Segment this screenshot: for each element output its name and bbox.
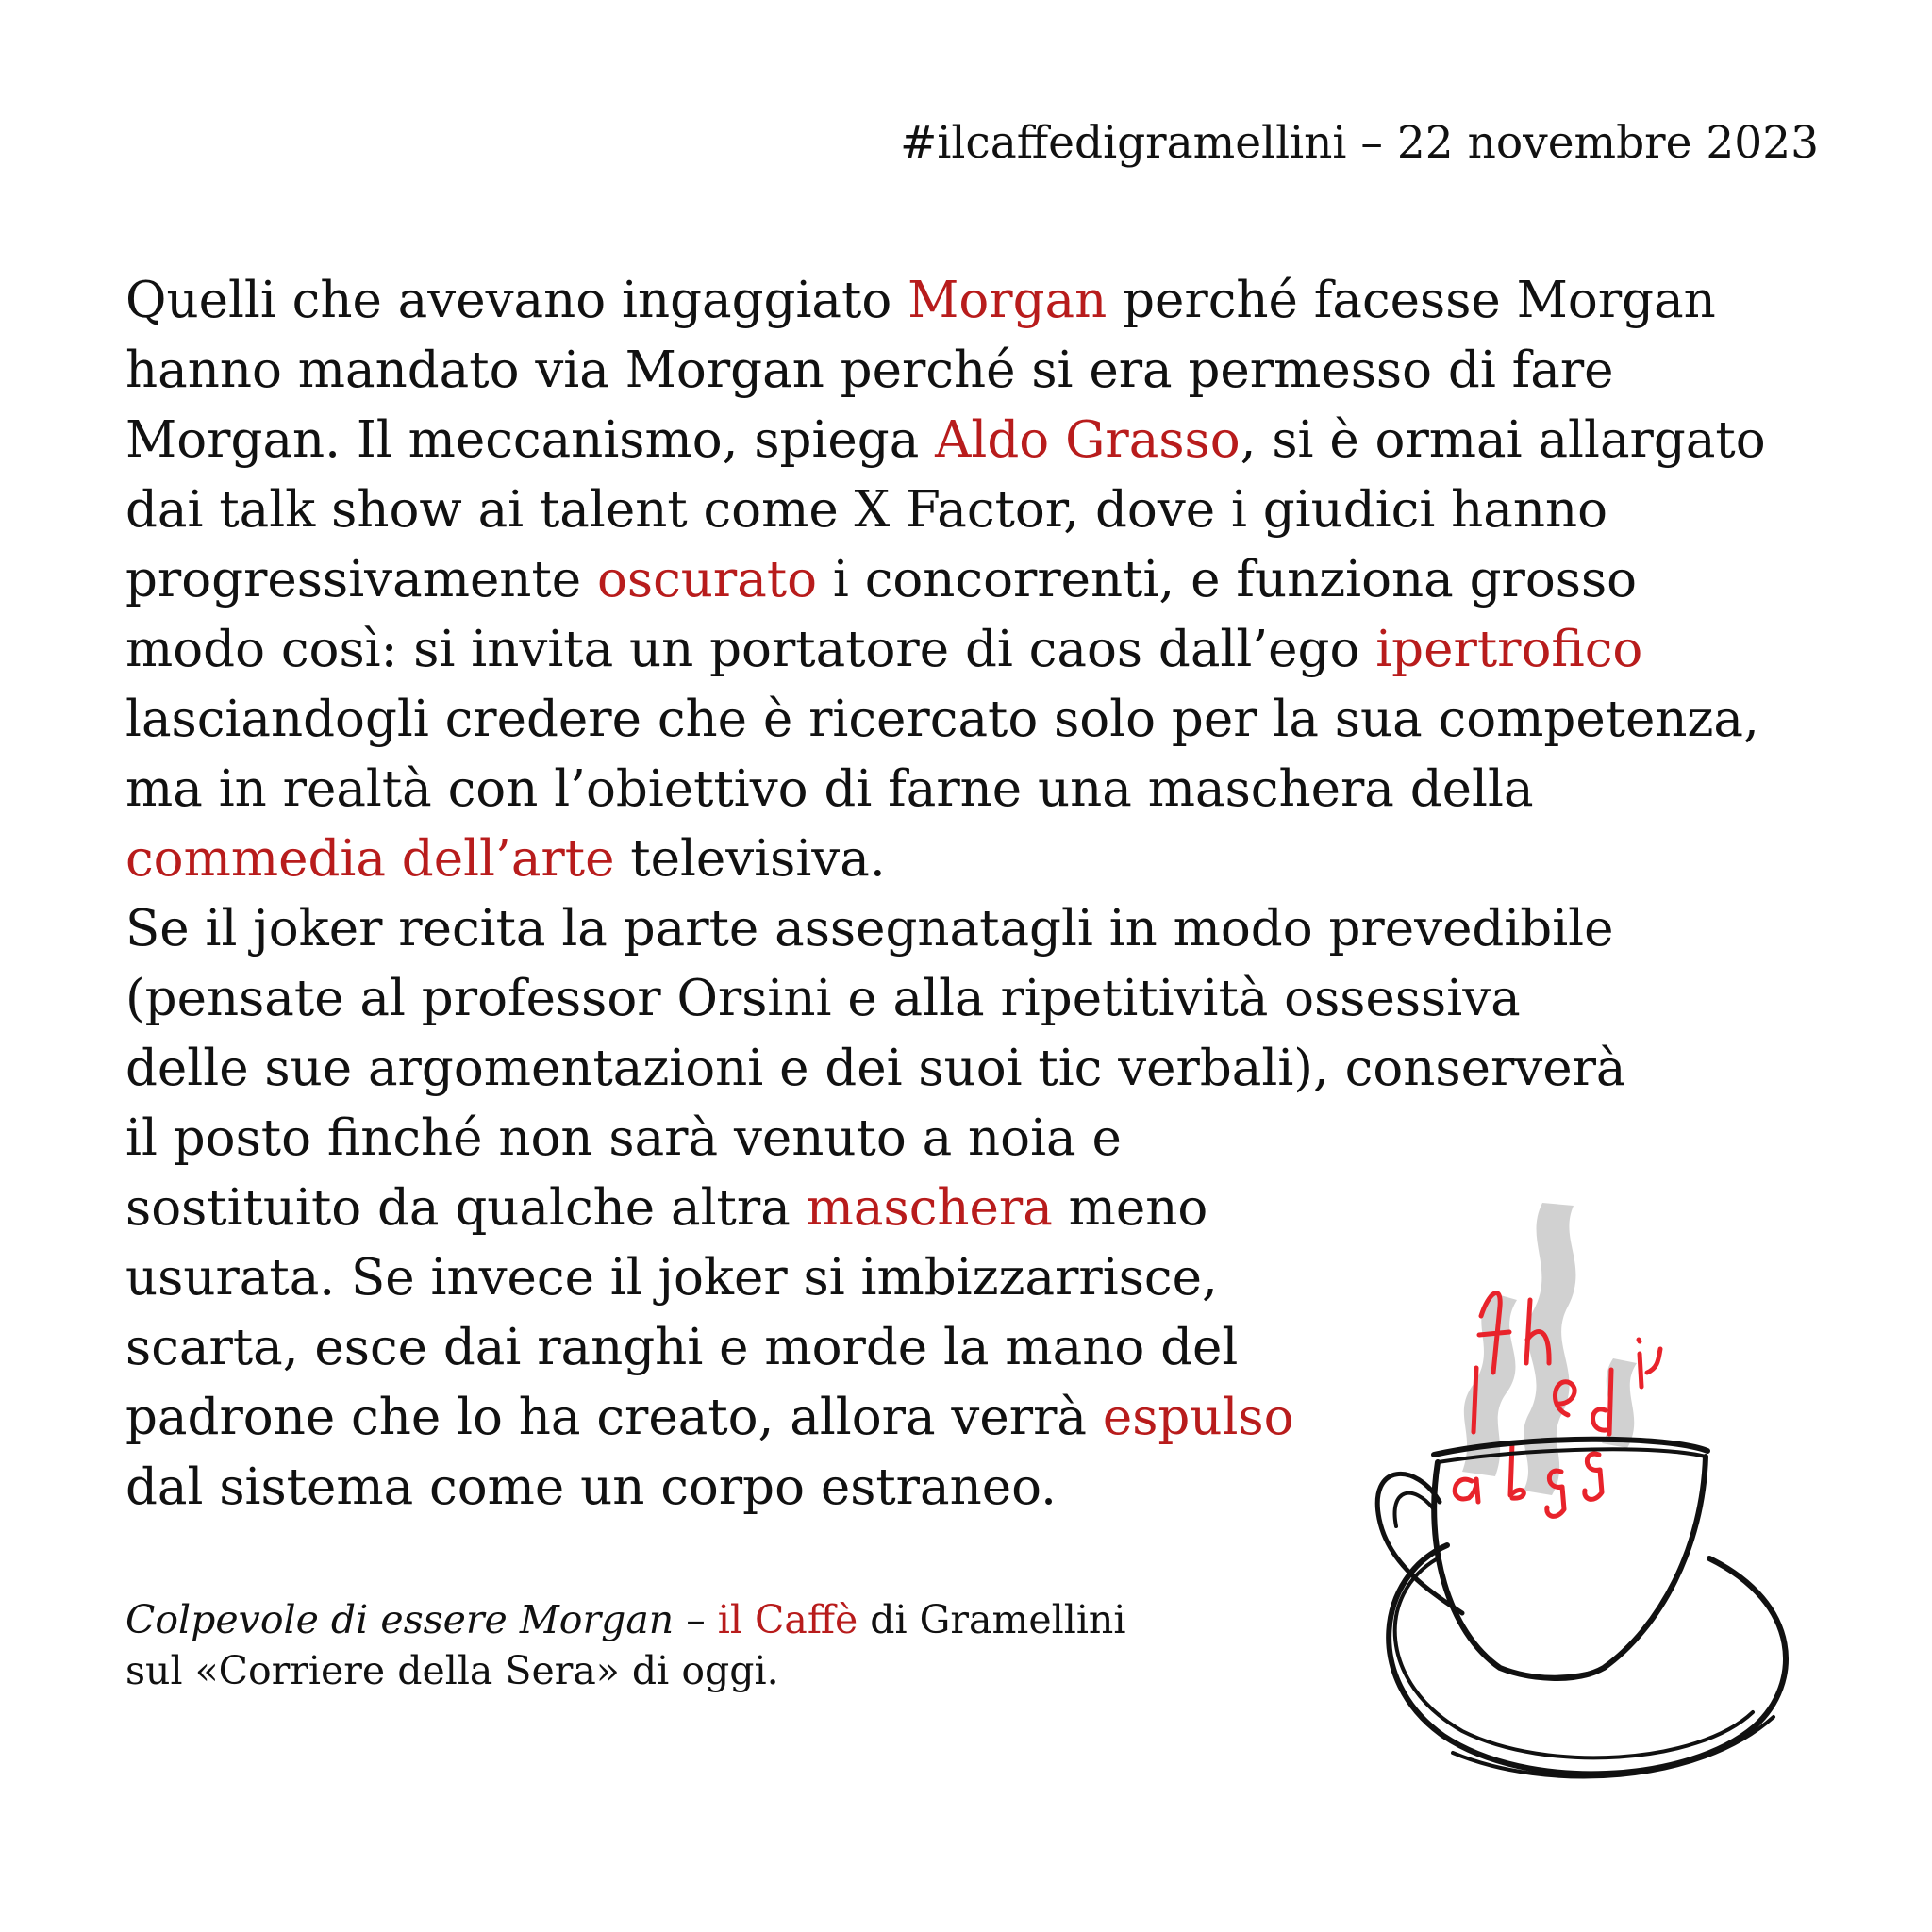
text-segment: Quelli che avevano ingaggiato: [125, 272, 908, 329]
text-segment: delle sue argomentazioni e dei suoi tic verbali), conserverà: [125, 1040, 1626, 1097]
text-segment: modo così: si invita un portatore di caos dall’ego: [125, 621, 1376, 678]
caption-author: di Gramellini: [858, 1597, 1126, 1642]
highlighted-link: ipertrofico: [1375, 621, 1643, 678]
highlighted-link: Morgan: [908, 272, 1108, 329]
highlighted-link: oscurato: [596, 551, 818, 608]
letter-l: [1474, 1368, 1476, 1432]
article-line: [125, 894, 1766, 964]
text-segment: Se il joker recita la parte assegnatagli in modo prevedibile: [125, 900, 1614, 958]
article-line: [125, 406, 1766, 475]
article-line: [125, 755, 1766, 824]
text-segment: Morgan. Il meccanismo, spiega: [125, 411, 936, 469]
text-segment: usurata. Se invece il joker si imbizzarrisce,: [125, 1249, 1218, 1307]
text-segment: padrone che lo ha creato, allora verrà: [125, 1389, 1103, 1446]
article-line: [125, 336, 1766, 406]
text-segment: , si è ormai allargato: [1240, 411, 1766, 469]
article-line: [125, 824, 1766, 894]
letter-i: [1639, 1340, 1660, 1387]
article-line: [125, 545, 1766, 615]
article-line: [125, 1034, 1766, 1104]
text-segment: meno: [1052, 1179, 1208, 1237]
caption: [125, 1594, 1125, 1696]
article-line: [125, 266, 1766, 336]
text-segment: ma in realtà con l’obiettivo di farne una maschera della: [125, 760, 1534, 818]
highlighted-link: espulso: [1102, 1389, 1294, 1446]
article-line: [125, 475, 1766, 545]
text-segment: dal sistema come un corpo estraneo.: [125, 1458, 1057, 1516]
text-segment: (pensate al professor Orsini e alla ripetitività ossessiva: [125, 970, 1521, 1027]
caption-brand: il Caffè: [717, 1597, 858, 1642]
caption-separator: –: [674, 1597, 718, 1642]
highlighted-link: commedia dell’arte: [125, 830, 615, 888]
text-segment: i concorrenti, e funziona grosso: [817, 551, 1638, 608]
text-segment: televisiva.: [614, 830, 886, 888]
caption-line-1: [125, 1594, 1125, 1645]
text-segment: il posto finché non sarà venuto a noia e: [125, 1109, 1122, 1167]
caption-line-2: sul «Corriere della Sera» di oggi.: [125, 1648, 779, 1693]
text-segment: dai talk show ai talent come X Factor, dove i giudici hanno: [125, 481, 1608, 539]
saucer-icon: [1389, 1545, 1786, 1777]
letter-a: [1455, 1479, 1478, 1502]
article-line: [125, 615, 1766, 685]
coffee-cup-illustration: [1358, 1151, 1811, 1802]
text-segment: hanno mandato via Morgan perché si era permesso di fare: [125, 341, 1614, 399]
text-segment: progressivamente: [125, 551, 597, 608]
article-line: [125, 964, 1766, 1034]
caption-title: Colpevole di essere Morgan: [125, 1597, 675, 1642]
date-hashtag-header: #ilcaffedigramellini – 22 novembre 2023: [899, 117, 1819, 169]
text-segment: sostituito da qualche altra: [125, 1179, 807, 1237]
text-segment: perché facesse Morgan: [1107, 272, 1716, 329]
highlighted-link: maschera: [806, 1179, 1053, 1237]
highlighted-link: Aldo Grasso: [935, 411, 1241, 469]
article-line: [125, 685, 1766, 755]
letter-g-2: [1585, 1454, 1602, 1499]
text-segment: lasciandogli credere che è ricercato solo per la sua competenza,: [125, 691, 1759, 748]
text-segment: scarta, esce dai ranghi e morde la mano del: [125, 1319, 1239, 1376]
